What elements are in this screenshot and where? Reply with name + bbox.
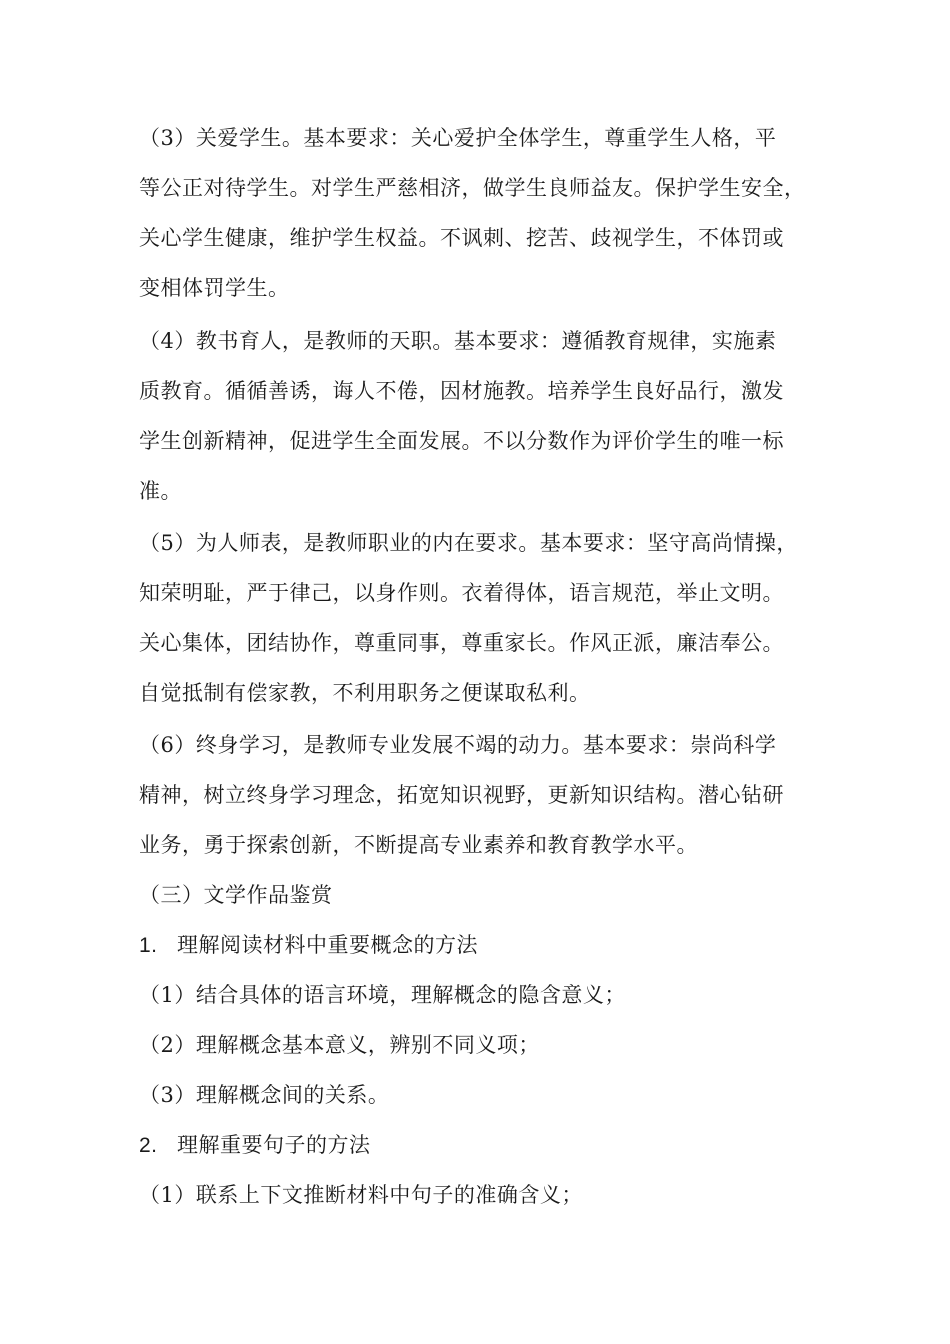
text-line: 知荣明耻，严于律己，以身作则。衣着得体，语言规范，举止文明。 [139,581,784,605]
list-item-number: 1. [139,934,158,957]
text-line: 业务，勇于探索创新，不断提高专业素养和教育教学水平。 [139,833,698,857]
paragraph-lifelong-learning [139,720,839,870]
list-item [139,920,839,970]
paragraph-role-model [139,518,839,718]
item-list [139,920,839,1220]
list-item-text: 理解重要句子的方法 [177,1133,371,1157]
text-line: 学生创新精神，促进学生全面发展。不以分数作为评价学生的唯一标 [139,429,784,453]
list-item [139,970,839,1020]
text-line: 质教育。循循善诱，诲人不倦，因材施教。培养学生良好品行，激发 [139,379,784,403]
text-line: 自觉抵制有偿家教，不利用职务之便谋取私利。 [139,681,591,705]
list-item-text: （2）理解概念基本意义，辨别不同义项； [139,1033,540,1057]
text-line: （3）关爱学生。基本要求：关心爱护全体学生，尊重学生人格，平 [139,126,777,150]
list-item [139,1070,839,1120]
paragraph-teaching-and-educating [139,316,839,516]
text-line: 变相体罚学生。 [139,276,290,300]
text-line: 准。 [139,479,182,503]
text-line: 等公正对待学生。对学生严慈相济，做学生良师益友。保护学生安全， [139,176,806,200]
list-item [139,1170,839,1220]
list-item-number: 2. [139,1134,158,1157]
text-line: （4）教书育人，是教师的天职。基本要求：遵循教育规律，实施素 [139,329,777,353]
list-item [139,1020,839,1070]
text-line: 关心学生健康，维护学生权益。不讽刺、挖苦、歧视学生，不体罚或 [139,226,784,250]
list-item-text: （1）结合具体的语言环境，理解概念的隐含意义； [139,983,626,1007]
list-item-text: （1）联系上下文推断材料中句子的准确含义； [139,1183,583,1207]
text-line: （5）为人师表，是教师职业的内在要求。基本要求：坚守高尚情操， [139,531,798,555]
paragraph-care-for-students [139,113,839,313]
list-item [139,1120,839,1170]
section-heading [139,870,839,920]
text-line: 精神，树立终身学习理念，拓宽知识视野，更新知识结构。潜心钻研 [139,783,784,807]
text-line: （6）终身学习，是教师专业发展不竭的动力。基本要求：崇尚科学 [139,733,777,757]
list-item-text: 理解阅读材料中重要概念的方法 [177,933,478,957]
list-item-text: （3）理解概念间的关系。 [139,1083,390,1107]
section-heading-text: （三）文学作品鉴赏 [139,883,333,907]
text-line: 关心集体，团结协作，尊重同事，尊重家长。作风正派，廉洁奉公。 [139,631,784,655]
